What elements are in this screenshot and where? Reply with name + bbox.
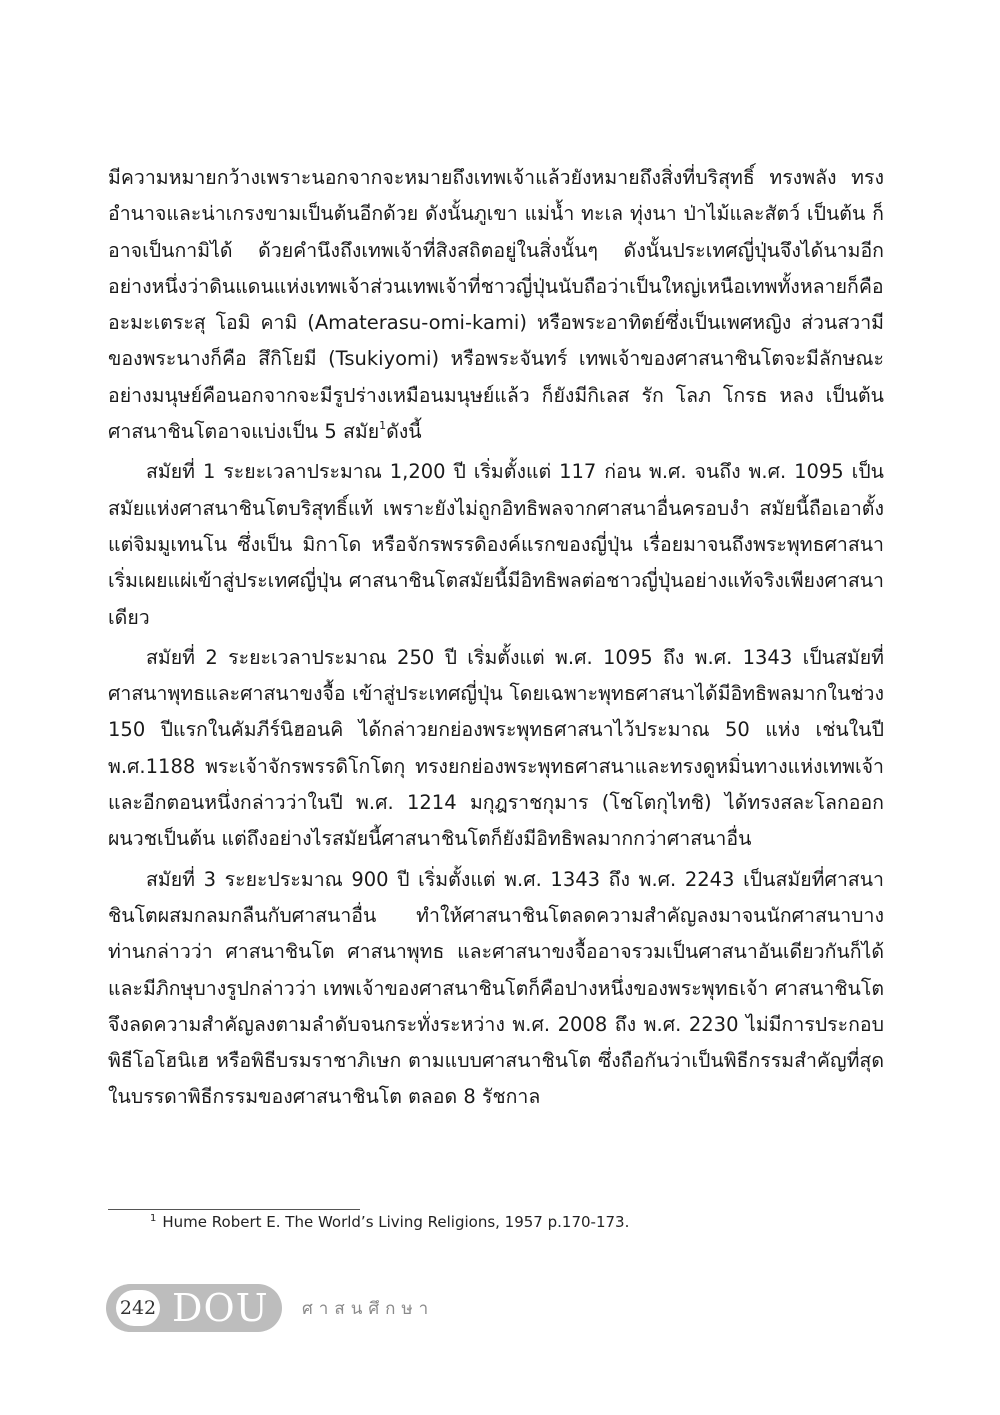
paragraph-3: สมัยที่ 2 ระยะเวลาประมาณ 250 ปี เริ่มตั้งแต่ พ.ศ. 1095 ถึง พ.ศ. 1343 เป็นสมัยที่ศาสนาพุทธและศาสนาขงจื้อ เข้าสู่ประเทศญี่ปุ่น โดยเฉพาะพุทธศาสนาได้มีอิทธิพลมากในช่วง 150 ปีแรกในคัมภีร์นิฮอนคิ ได้กล่าวยกย่องพระพุทธศาสนาไว้ประมาณ 50 แห่ง เช่นในปี พ.ศ.1188 พระเจ้าจักรพรรดิโกโตกุ ทรงยกย่องพระพุทธศาสนาและทรงดูหมิ่นทางแห่งเทพเจ้า และอีกตอนหนึ่งกล่าวว่าในปี พ.ศ. 1214 มกุฎราชกุมาร (โชโตกุไทชิ) ได้ทรงสละโลกออกผนวชเป็นต้น แต่ถึงอย่างไรสมัยนี้ศาสนาชินโตก็ยังมีอิทธิพลมากกว่าศาสนาอื่น — [108, 645, 884, 851]
paragraph-4: สมัยที่ 3 ระยะประมาณ 900 ปี เริ่มตั้งแต่ พ.ศ. 1343 ถึง พ.ศ. 2243 เป็นสมัยที่ศาสนาชินโตผสมกลมกลืนกับศาสนาอื่น ทำให้ศาสนาชินโตลดความสำคัญลงมาจนนักศาสนาบางท่านกล่าวว่า ศาสนาชินโต ศาสนาพุทธ และศาสนาขงจื้ออาจรวมเป็นศาสนาอันเดียวกันก็ได้ และมีภิกษุบางรูปกล่าวว่า เทพเจ้าของศาสนาชินโตก็คือปางหนึ่งของพระพุทธเจ้า ศาสนาชินโตจึงลดความสำคัญลงตามลำดับจนกระทั่งระหว่าง พ.ศ. 2008 ถึง พ.ศ. 2230 ไม่มีการประกอบพิธีโอโฮนิเฮ หรือพิธีบรมราชาภิเษก ตามแบบศาสนาชินโต ซึ่งถือกันว่าเป็นพิธีกรรมสำคัญที่สุดในบรรดาพิธีกรรมของศาสนาชินโต ตลอด 8 รัชกาล — [108, 867, 884, 1109]
paragraph-1-text: มีความหมายกว้างเพราะนอกจากจะหมายถึงเทพเจ้าแล้วยังหมายถึงสิ่งที่บริสุทธิ์ ทรงพลัง ทรงอำนาจและน่าเกรงขามเป็นต้นอีกด้วย ดังนั้นภูเขา แม่น้ำ ทะเล ทุ่งนา ป่าไม้และสัตว์ เป็นต้น ก็อาจเป็นกามิได้ ด้วยคำนึงถึงเทพเจ้าที่สิงสถิตอยู่ในสิ่งนั้นๆ ดังนั้นประเทศญี่ปุ่นจึงได้นามอีกอย่างหนึ่งว่าดินแดนแห่งเทพเจ้าส่วนเทพเจ้าที่ชาวญี่ปุ่นนับถือว่าเป็นใหญ่เหนือเทพทั้งหลายก็คือ อะมะเตระสุ โอมิ คามิ (Amaterasu-omi-kami) หรือพระอาทิตย์ซึ่งเป็นเพศหญิง ส่วนสวามีของพระนางก็คือ สึกิโยมี (Tsukiyomi) หรือพระจันทร์ เทพเจ้าของศาสนาชินโตจะมีลักษณะอย่างมนุษย์คือนอกจากจะมีรูปร่างเหมือนมนุษย์แล้ว ก็ยังมีกิเลส รัก โลภ โกรธ หลง เป็นต้น ศาสนาชินโตอาจแบ่งเป็น 5 สมัย — [108, 166, 884, 444]
page-number: 242 — [116, 1290, 160, 1326]
footnote-ref[interactable]: 1 — [379, 418, 387, 432]
footnote-number: 1 — [150, 1213, 157, 1224]
page-footer — [106, 1283, 434, 1333]
paragraph-1-tail: ดังนี้ — [386, 420, 422, 444]
page-body — [108, 160, 884, 1116]
footnote — [150, 1213, 629, 1231]
dou-logo: DOU — [172, 1286, 269, 1330]
course-title: ศาสนศึกษา — [302, 1298, 435, 1319]
footnote-divider — [108, 1209, 360, 1210]
paragraph-1 — [108, 160, 884, 450]
paragraph-2: สมัยที่ 1 ระยะเวลาประมาณ 1,200 ปี เริ่มตั้งแต่ 117 ก่อน พ.ศ. จนถึง พ.ศ. 1095 เป็นสมัยแห่งศาสนาชินโตบริสุทธิ์แท้ เพราะยังไม่ถูกอิทธิพลจากศาสนาอื่นครอบงำ สมัยนี้ถือเอาตั้งแต่จิมมูเทนโน ซึ่งเป็น มิกาโด หรือจักรพรรดิองค์แรกของญี่ปุ่น เรื่อยมาจนถึงพระพุทธศาสนาเริ่มเผยแผ่เข้าสู่ประเทศญี่ปุ่น ศาสนาชินโตสมัยนี้มีอิทธิพลต่อชาวญี่ปุ่นอย่างแท้จริงเพียงศาสนาเดียว — [108, 460, 884, 629]
footer-badge — [106, 1284, 282, 1332]
footnote-text: Hume Robert E. The World’s Living Religions, 1957 p.170-173. — [162, 1213, 630, 1231]
